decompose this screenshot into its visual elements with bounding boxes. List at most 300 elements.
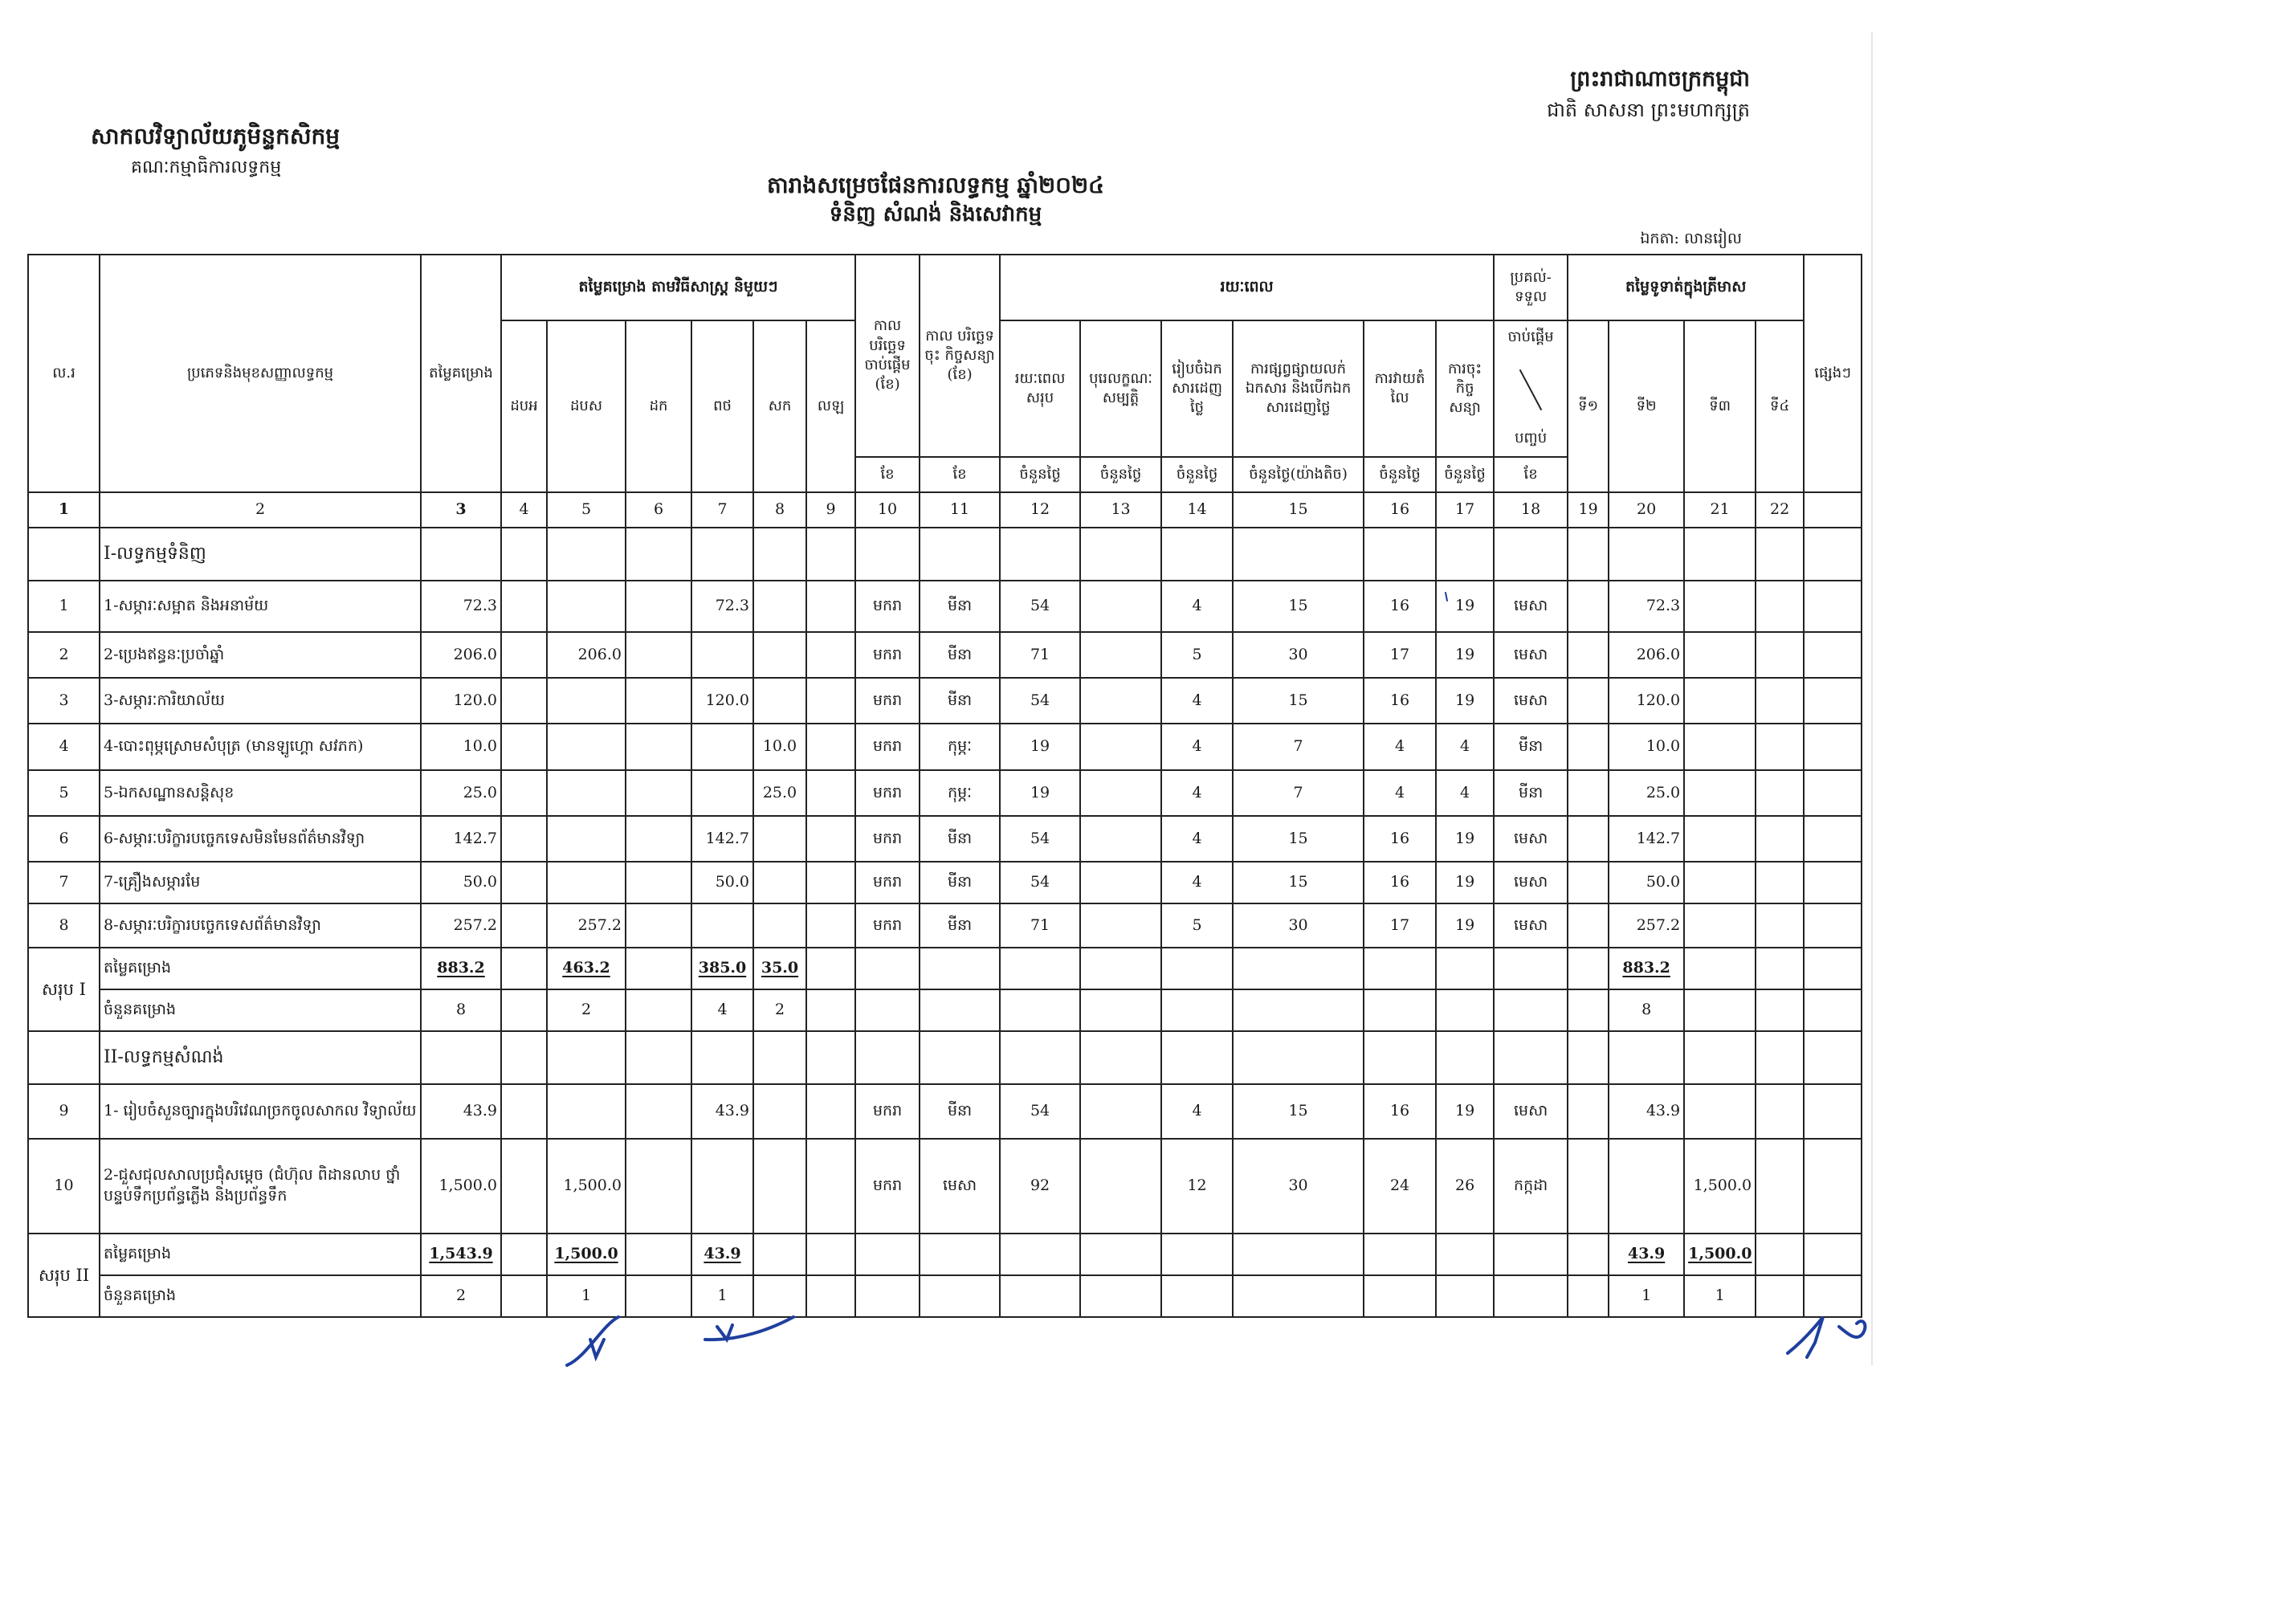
empty-cell [421,528,501,581]
method-value: 50.0 [691,862,753,903]
column-number: 19 [1568,492,1609,528]
sign-month: កុម្ភៈ [920,770,1000,816]
duration-value: 19 [1436,678,1494,724]
duration-value: 92 [1000,1139,1080,1234]
duration-value: 15 [1233,678,1364,724]
duration-value: 12 [1161,1139,1233,1234]
empty-cell [1161,989,1233,1031]
empty-cell [1609,528,1684,581]
count-method-value [806,989,855,1031]
empty-cell [855,1031,920,1084]
start-month: មករា [855,632,920,678]
count-quarter-value [1756,1275,1804,1317]
sign-month: មីនា [920,581,1000,632]
duration-value [1080,724,1161,770]
duration-value: 16 [1364,678,1436,724]
method-header: លឡ [806,320,855,492]
section-title: I-លទ្ធកម្មទំនិញ [100,528,421,581]
quarter-value [1756,678,1804,724]
other-cell [1804,724,1862,770]
quarter-value [1568,1139,1609,1234]
quarter-value: 10.0 [1609,724,1684,770]
count-quarter-value: 1 [1609,1275,1684,1317]
empty-cell [920,989,1000,1031]
row-cost: 72.3 [421,581,501,632]
start-month: មករា [855,678,920,724]
method-value [753,903,806,948]
column-number: 18 [1494,492,1568,528]
column-number: 13 [1080,492,1161,528]
sign-month: មេសា [920,1139,1000,1234]
table-row [28,1084,1862,1139]
other-cell [1804,632,1862,678]
method-value [501,862,547,903]
count-method-value [753,1275,806,1317]
method-header: ដក [626,320,691,492]
total-method-cell [626,948,691,989]
duration-value [1080,862,1161,903]
count-method-value [501,989,547,1031]
duration-value [1080,903,1161,948]
duration-header: ការចុះ កិច្ចសន្យា [1436,320,1494,457]
other-cell [1804,1139,1862,1234]
empty-cell [1804,1031,1862,1084]
count-quarter-value [1568,1275,1609,1317]
method-value [626,678,691,724]
method-header: ដបស [547,320,626,492]
empty-cell [1364,1275,1436,1317]
empty-cell [806,1031,855,1084]
row-number: 10 [28,1139,100,1234]
other-cell [1804,581,1862,632]
empty-cell [547,528,626,581]
method-value: 142.7 [691,816,753,862]
row-number: 9 [28,1084,100,1139]
row-title: 1-សម្ភារៈសម្អាត និងអនាម័យ [100,581,421,632]
total-method-cell [753,1234,806,1275]
quarter-value [1568,678,1609,724]
duration-value: 17 [1364,903,1436,948]
empty-cell [1161,948,1233,989]
duration-value: 71 [1000,903,1080,948]
empty-cell [501,528,547,581]
duration-value: 16 [1364,816,1436,862]
duration-value: 19 [1436,903,1494,948]
method-value [806,903,855,948]
col-other-header: ផ្សេងៗ [1804,255,1862,492]
empty-cell [1804,528,1862,581]
other-cell [1804,862,1862,903]
duration-value: 30 [1233,632,1364,678]
total-method-value: 1,500.0 [554,1245,618,1263]
empty-cell [1436,1031,1494,1084]
quarter-value [1756,816,1804,862]
total-method-value: 35.0 [761,959,799,977]
method-value [626,903,691,948]
empty-cell [1436,528,1494,581]
method-value [626,1084,691,1139]
sign-month: មីនា [920,862,1000,903]
empty-cell [1684,528,1756,581]
method-value: 72.3 [691,581,753,632]
method-value [626,724,691,770]
duration-value: 19 [1000,770,1080,816]
column-number: 11 [920,492,1000,528]
duration-value: 24 [1364,1139,1436,1234]
duration-value: 30 [1233,903,1364,948]
duration-value: 4 [1161,678,1233,724]
duration-value: 26 [1436,1139,1494,1234]
ink-initial-mark-2b [717,1325,732,1340]
quarter-value: 142.7 [1609,816,1684,862]
start-month: មករា [855,770,920,816]
empty-cell [1080,528,1161,581]
method-value [691,770,753,816]
empty-cell [1436,1275,1494,1317]
count-method-value: 1 [547,1275,626,1317]
quarter-value [1756,1139,1804,1234]
count-method-value [626,989,691,1031]
row-title: 2-ប្រេងឥន្ធនៈប្រចាំឆ្នាំ [100,632,421,678]
count-method-value [626,1275,691,1317]
method-value [691,632,753,678]
unit-days-min-header: ចំនួនថ្ងៃ(យ៉ាងតិច) [1233,457,1364,492]
total-count-row [28,989,1862,1031]
column-number: 5 [547,492,626,528]
method-value [753,862,806,903]
duration-value: 4 [1161,724,1233,770]
sign-month: មីនា [920,678,1000,724]
col-start-header: កាល បរិច្ឆេទ ចាប់ផ្តើម (ខែ) [855,255,920,457]
delivery-end-label: បញ្ចប់ [1515,429,1548,447]
empty-cell [1161,528,1233,581]
row-title: 6-សម្ភារៈបរិក្ខារបច្ចេកទេសមិនមែនព័ត៌មានវិទ្យា [100,816,421,862]
method-value: 1,500.0 [547,1139,626,1234]
delivery-start-label: ចាប់ផ្តើម [1507,328,1554,345]
empty-cell [421,1031,501,1084]
total-count-value: 2 [421,1275,501,1317]
total-cost-row [28,1234,1862,1275]
empty-cell [855,948,920,989]
total-method-cell [806,1234,855,1275]
empty-cell [1233,1234,1364,1275]
count-quarter-value: 1 [1684,1275,1756,1317]
other-cell [1804,770,1862,816]
empty-cell [1000,1234,1080,1275]
row-title: 8-សម្ភារៈបរិក្ខារបច្ចេកទេសព័ត៌មានវិទ្យា [100,903,421,948]
table-row [28,903,1862,948]
empty-cell [1233,989,1364,1031]
delivery-month: កក្កដា [1494,1139,1568,1234]
page-edge [1871,32,1873,1365]
empty-cell [855,1275,920,1317]
method-value [753,632,806,678]
count-quarter-value [1684,989,1756,1031]
method-value [501,724,547,770]
empty-cell [1756,528,1804,581]
total-quarter-cell [1609,948,1684,989]
total-label: សរុប II [28,1234,100,1317]
method-value: 43.9 [691,1084,753,1139]
duration-value [1080,678,1161,724]
table-row [28,816,1862,862]
total-quarter-cell [1568,948,1609,989]
empty-cell [1436,948,1494,989]
start-month: មករា [855,724,920,770]
duration-value: 15 [1233,1084,1364,1139]
column-number: 3 [421,492,501,528]
method-value [691,903,753,948]
quarter-value: 43.9 [1609,1084,1684,1139]
method-value [547,724,626,770]
quarter-value [1568,903,1609,948]
col-quarter-group-header: តម្លៃទូទាត់ក្នុងត្រីមាស [1568,255,1804,320]
start-month: មករា [855,862,920,903]
table-row [28,678,1862,724]
delivery-month: មេសា [1494,632,1568,678]
column-number: 15 [1233,492,1364,528]
total-quarter-cell [1756,948,1804,989]
total-quarter-value: 1,500.0 [1688,1245,1752,1263]
unit-month-header: ខែ [920,457,1000,492]
method-value: 206.0 [547,632,626,678]
column-number: 7 [691,492,753,528]
ink-initial-mark-3 [1788,1317,1823,1357]
other-cell [1804,1084,1862,1139]
unit-note: ឯកតា: លានរៀល [1640,230,1742,247]
university-name: សាកលវិទ្យាល័យភូមិន្ទកសិកម្ម [91,123,341,149]
duration-value: 4 [1436,770,1494,816]
quarter-value [1756,903,1804,948]
empty-cell [1080,989,1161,1031]
quarter-value [1568,724,1609,770]
quarter-value: 120.0 [1609,678,1684,724]
empty-cell [1080,1031,1161,1084]
duration-value: 30 [1233,1139,1364,1234]
method-header: សក [753,320,806,492]
empty-cell [855,1234,920,1275]
column-number: 4 [501,492,547,528]
start-month: មករា [855,1084,920,1139]
empty-cell [1000,528,1080,581]
row-number: 2 [28,632,100,678]
table-row [28,632,1862,678]
count-quarter-value [1756,989,1804,1031]
count-method-value: 2 [753,989,806,1031]
quarter-value [1684,862,1756,903]
empty-cell [1804,1234,1862,1275]
duration-value: 19 [1000,724,1080,770]
unit-days-header: ចំនួនថ្ងៃ [1000,457,1080,492]
empty-cell [1494,1234,1568,1275]
quarter-header: ទី១ [1568,320,1609,492]
column-number: 8 [753,492,806,528]
empty-cell [28,528,100,581]
quarter-value [1756,1084,1804,1139]
empty-cell [1364,1031,1436,1084]
total-method-cell [501,948,547,989]
quarter-value [1756,632,1804,678]
empty-cell [1684,1031,1756,1084]
sign-month: មីនា [920,903,1000,948]
start-month: មករា [855,1139,920,1234]
duration-value: 4 [1364,770,1436,816]
duration-value: 71 [1000,632,1080,678]
quarter-value [1756,862,1804,903]
empty-cell [691,528,753,581]
unit-days-header: ចំនួនថ្ងៃ [1161,457,1233,492]
duration-value: 19 [1436,1084,1494,1139]
duration-value: 7 [1233,770,1364,816]
row-cost: 257.2 [421,903,501,948]
total-quarter-cell [1756,1234,1804,1275]
empty-cell [547,1031,626,1084]
row-number: 3 [28,678,100,724]
duration-value: 7 [1233,724,1364,770]
quarter-value: 257.2 [1609,903,1684,948]
method-value [626,581,691,632]
empty-cell [920,528,1000,581]
total-quarter-cell [1684,1234,1756,1275]
total-method-cell [691,948,753,989]
column-number: 10 [855,492,920,528]
duration-value: 54 [1000,862,1080,903]
empty-cell [855,528,920,581]
method-value [806,581,855,632]
duration-value: 19 [1436,581,1494,632]
empty-cell [1568,1031,1609,1084]
other-cell [1804,816,1862,862]
row-cost: 142.7 [421,816,501,862]
empty-cell [28,1031,100,1084]
count-quarter-value [1568,989,1609,1031]
row-cost: 50.0 [421,862,501,903]
method-value [753,1084,806,1139]
empty-cell [691,1031,753,1084]
col-method-group-header: តម្លៃគម្រោង តាមវិធីសាស្ត្រ និមួយៗ [501,255,855,320]
delivery-month: មីនា [1494,770,1568,816]
row-cost: 120.0 [421,678,501,724]
method-value [547,816,626,862]
empty-cell [1080,948,1161,989]
method-value [806,632,855,678]
method-value [547,862,626,903]
method-value [501,1139,547,1234]
method-value [806,816,855,862]
column-number: 12 [1000,492,1080,528]
quarter-value: 25.0 [1609,770,1684,816]
empty-cell [1233,1031,1364,1084]
column-number: 16 [1364,492,1436,528]
quarter-value [1756,581,1804,632]
total-count-row [28,1275,1862,1317]
column-number-row [28,492,1862,528]
empty-cell [920,1031,1000,1084]
quarter-header: ទី៣ [1684,320,1756,492]
empty-cell [1161,1031,1233,1084]
total-count-label: ចំនួនគម្រោង [100,989,421,1031]
empty-cell [1161,1275,1233,1317]
method-value [753,581,806,632]
row-number: 4 [28,724,100,770]
empty-cell [1804,948,1862,989]
unit-month-header: ខែ [855,457,920,492]
empty-cell [626,528,691,581]
column-number-blank [1804,492,1862,528]
duration-value: 17 [1364,632,1436,678]
quarter-value [1568,862,1609,903]
method-value [806,724,855,770]
national-motto: ជាតិ សាសនា ព្រះមហាក្សត្រ [1547,99,1750,121]
method-value [501,903,547,948]
empty-cell [1436,989,1494,1031]
method-value [753,816,806,862]
document-title: តារាងសម្រេចផែនការលទ្ធកម្ម ឆ្នាំ២០២៤ [766,172,1105,198]
quarter-value [1684,581,1756,632]
column-number: 14 [1161,492,1233,528]
empty-cell [626,1031,691,1084]
total-cost-label: តម្លៃគម្រោង [100,1234,421,1275]
duration-value: 16 [1364,1084,1436,1139]
row-title: 3-សម្ភារៈការិយាល័យ [100,678,421,724]
quarter-value [1684,816,1756,862]
quarter-value [1684,724,1756,770]
total-cost-cell [421,1234,501,1275]
method-value [626,770,691,816]
duration-header: រយៈពេល សរុប [1000,320,1080,457]
count-method-value: 2 [547,989,626,1031]
empty-cell [1494,1031,1568,1084]
total-method-cell [753,948,806,989]
duration-value: 15 [1233,862,1364,903]
sign-month: មីនា [920,632,1000,678]
duration-header: បុរេលក្ខណៈ សម្បត្តិ [1080,320,1161,457]
delivery-month: មេសា [1494,1084,1568,1139]
ink-initial-mark-4 [1839,1321,1865,1337]
empty-cell [806,528,855,581]
col-no-header: ល.រ [28,255,100,492]
method-value [753,1139,806,1234]
committee-name: គណៈកម្មាធិការលទ្ធកម្ម [131,157,282,177]
document-subtitle: ទំនិញ សំណង់ និងសេវាកម្ម [829,202,1042,226]
duration-value: 54 [1000,816,1080,862]
col-sign-header: កាល បរិច្ឆេទចុះ កិច្ចសន្យា (ខែ) [920,255,1000,457]
ink-initial-mark-2 [705,1317,793,1340]
row-number: 1 [28,581,100,632]
duration-value [1080,632,1161,678]
empty-cell [1364,528,1436,581]
empty-cell [1494,528,1568,581]
empty-cell [1494,1275,1568,1317]
quarter-value [1609,1139,1684,1234]
empty-cell [1000,989,1080,1031]
quarter-value: 206.0 [1609,632,1684,678]
method-value: 120.0 [691,678,753,724]
total-method-value: 385.0 [698,959,747,977]
delivery-month: មីនា [1494,724,1568,770]
empty-cell [920,1275,1000,1317]
total-method-value: 43.9 [703,1245,741,1263]
duration-value: 4 [1161,770,1233,816]
empty-cell [920,1234,1000,1275]
quarter-value [1756,770,1804,816]
total-quarter-cell [1684,948,1756,989]
col-delivery-group-header: ប្រគល់- ទទួល [1494,255,1568,320]
total-cost-value: 1,543.9 [429,1245,493,1263]
duration-value: 16 [1364,862,1436,903]
quarter-value [1568,816,1609,862]
ink-initial-mark-1 [567,1317,618,1365]
